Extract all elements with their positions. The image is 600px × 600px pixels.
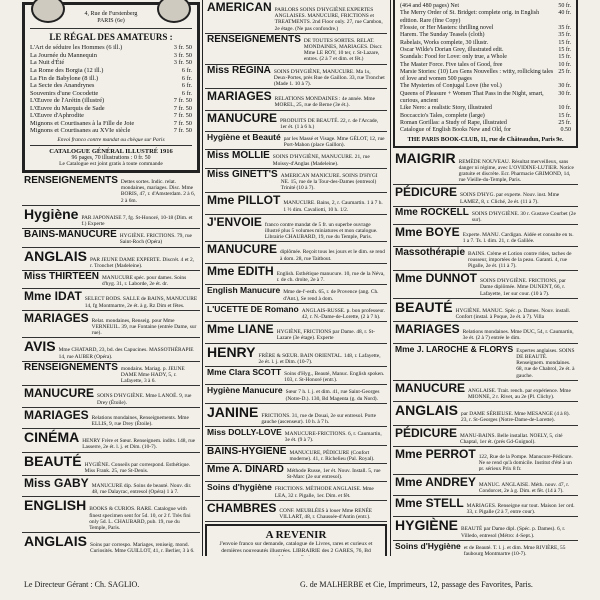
ad-text: HYGIÈNE, FRICTIONS par Dame. 48, r. St-Lazare (3e étage). Experte <box>276 329 375 342</box>
classified-ad <box>205 464 387 482</box>
ad-keyword: L'UCETTE DE Romano <box>207 303 299 314</box>
ad-text: MANUCURE. Bains, 2, r. Caumartin. 1 à 7 h. 1 ½ dim. Cavaliotti, 10 h. 1/2. <box>283 200 383 213</box>
ad-keyword: BEAUTÉ <box>24 452 82 469</box>
classified-ad <box>205 385 387 403</box>
ad-text: SOINS D'HYGIÈNE. FRICTIONS, par Dame diplômée. Mme DUNENT, 66, r. Lafayette, 1er sur cour. (10 à 7). <box>480 278 566 297</box>
book-entry <box>400 62 571 69</box>
classified-ad <box>205 89 387 110</box>
ad-keyword: MANUCURE <box>207 242 277 257</box>
ad-keyword: CINÉMA <box>24 429 80 446</box>
ad-text: Relations mondaines, Renseignements. Mme ELLIS, 9, rue Drey (Étoile). <box>91 414 189 428</box>
book-title: La Secte des Anandrynes <box>30 82 95 90</box>
book-list <box>400 3 571 135</box>
classified-ad <box>22 497 200 533</box>
ad-text: HYGIÈNE. FRICTIONS. 79, rue Saint-Roch (Opéra) <box>119 233 192 246</box>
ad-text: BEAUTÉ par Dame dipl. (Spéc. p. Dames). 6, r. Villedo, entresol (Métro: 4-Sept.). <box>461 526 566 539</box>
ad-keyword: MARIAGES <box>24 407 89 422</box>
book-title: L'Œuvre du Marquis de Sade <box>30 104 105 112</box>
ad-keyword: Mme IDAT <box>24 289 82 304</box>
ad-text: English. Esthétique manucure. 10, rue de la Néva, r. de ch. droite, 2e à 7. <box>276 270 385 284</box>
classified-ad <box>393 402 578 425</box>
classified-ad <box>205 215 387 243</box>
ad-text: par les Massé et Visage. Mme GÉLOT, 12, rue Port-Mahon (place Gaillon). <box>283 136 385 149</box>
book-entry <box>30 67 192 75</box>
divider <box>30 28 192 29</box>
classified-ad <box>205 482 387 500</box>
ad-keyword: Mme A. DINARD <box>207 463 284 475</box>
book-title: Mignons et Courtisanes à la Fille de Joie <box>30 119 135 127</box>
ad-text: Sœur 7 h. l. j. et dim. 41, rue Saint-Georges (Notre-D.). 130, Bd Magenta (g. du Nord). <box>285 389 380 402</box>
ad-text: SOINS D'HYGIÈNE, MANUCURE. Ma 1s, Deux-Portes, près Rue de Gaillon. 33, rue Tronchet (Made 1. 10 à 7). <box>273 68 385 88</box>
bookseller-title: LE RÉGAL DES AMATEURS : <box>49 32 173 43</box>
ad-keyword: Mme PILLOT <box>207 193 281 208</box>
bookclub-footer: THE PARIS BOOK-CLUB, 11, rue de Châteaudun, Paris 9e. <box>407 136 564 143</box>
book-title: Rabelais, Works complete, 30 illustr. <box>400 39 489 46</box>
book-price: 0.50 <box>560 127 571 134</box>
ad-text: FRICTIONS. 31, rue de Douai, 2e sur entresol. Porte gauche (ascenseur). 10 h. à 7 h. <box>261 412 377 425</box>
ad-keyword: AVIS <box>24 338 56 355</box>
ad-keyword: MARIAGES <box>24 310 89 325</box>
book-price: 40 fr. <box>558 10 571 17</box>
ad-text: diplômée. Reçoit tous les jours et le dim. se rend à dom. 28, rue Taitbout. <box>280 249 385 262</box>
ad-text: MANUCURE dip. Soins de beauté. Nouv. dir. 48, rue Dalayrac, entresol (Opéra) 1 à 7. <box>91 483 192 496</box>
ad-text: MANUCURE spéc. pour dames. Soins d'hyg. 31, r. Laborde, 2e ét. dr. <box>102 274 187 288</box>
book-title: Souvenirs d'une Cocodette <box>30 89 99 97</box>
ad-text: PAR JAPONAISE 7, fg. St-Honoré, 10-18 (Dim. et f.) Experte <box>81 214 193 227</box>
bookseller-address-2: PARIS (6e) <box>97 18 125 25</box>
ad-keyword: PÉDICURE <box>395 185 458 200</box>
book-price: 3 fr. 50 <box>173 59 192 67</box>
book-price: 30 fr. <box>558 83 571 90</box>
classified-ad <box>205 169 387 194</box>
ad-keyword: Miss GABY <box>24 476 89 491</box>
classified-ad <box>22 175 200 206</box>
ad-keyword: English Manucure <box>207 285 281 296</box>
classified-ad <box>393 447 578 475</box>
middle-column <box>205 0 387 556</box>
ad-keyword: MARIAGES <box>207 89 272 104</box>
book-title: The Master Force. Five tales of Good, free <box>400 61 503 68</box>
classified-ad <box>205 264 387 285</box>
classified-ad <box>393 150 578 186</box>
book-entry <box>400 105 571 112</box>
book-list <box>30 44 192 135</box>
classified-ad <box>22 386 200 407</box>
divider <box>30 145 192 146</box>
ad-text: ANGLAIS-RUSSE. p. bon professeur. 42, r. N.-Dame-de-Lorette, (2 à 7 h). <box>301 307 386 320</box>
ad-keyword: HYGIÈNE <box>395 517 459 534</box>
book-price: 35 fr. <box>558 32 571 39</box>
ad-text: PARLORS SOINS D'HYGIÈNE EXPERTES ANGLAISES. MANUCURE, FRICTIONS et TREATMENTS. 2nd Floor only. 27, rue Cambon, 2e étage. (Ne pas confondre.) <box>274 7 383 32</box>
classified-ad <box>22 248 200 271</box>
ad-text: PRODUITS DE BEAUTÉ. 22, r. de l'Arcade, 1er ét. (1 à 6 h.) <box>280 117 379 130</box>
ad-text: HENRY Frère et Sœur. Renseignem. indits. 148, rue Lasserre, 2e ét. l. j. et Dim. (10-7). <box>82 438 196 451</box>
classified-ad <box>205 111 387 132</box>
book-price: 7 fr. 50 <box>173 119 192 127</box>
book-price: 15 fr. <box>558 46 571 53</box>
ad-keyword: RENSEIGNEMENTS <box>24 361 118 373</box>
ad-keyword: JANINE <box>207 403 259 420</box>
ad-text: HYGIÈNE. Conseils par correspond. Esthétique. Miss Frank. 25, rue St-Denis. <box>84 461 191 474</box>
classified-ad <box>393 344 578 381</box>
ad-text: Mme de-l'-esth. 65, r. de Provence (ang. Ch. d'Ant.), Se rend à dom. <box>283 289 379 302</box>
ad-keyword: Mme ANDREY <box>395 474 476 489</box>
classified-ad <box>22 271 200 289</box>
classified-ad <box>393 381 578 402</box>
book-title: Marsie Stories: (10) Les Gens Nouvelles : witty, rollicking tales of love and women 500 pages <box>400 68 554 83</box>
classified-ad <box>22 362 200 387</box>
book-price: 3 fr. 50 <box>173 51 192 59</box>
book-title: The Mysteries of Conjugal Love (the vol.) <box>400 83 502 90</box>
book-price: 35 fr. <box>558 24 571 31</box>
ad-text: BOOKS & CURIOS. RARE. Catalogue with finest specimen sent for 5d. 10, or 2 f. Très fini only 5d. L. CHAUBARD, pub. 19, rue du Temple, Paris. <box>89 506 191 532</box>
classified-ad <box>393 322 578 343</box>
classified-ad <box>393 426 578 447</box>
book-title: Boccaccio's Tales, complete (large) <box>400 112 485 119</box>
classified-ad <box>205 344 387 367</box>
ad-text: ANGLAISE. Trait. rench. par expérience. Mme MIONNE, 2 r. Rivet, au 2e (Pl. Clichy). <box>468 387 571 400</box>
book-title: The Merry Order of St. Bridget: complete orig. in English edition. Rare (fine Copy) <box>400 10 540 24</box>
ad-text: Méthode Russe, 1er ét. Nouv. Install. 5, rue St-Marc (2e sur entresol). <box>286 467 381 481</box>
ad-keyword: MAIGRIR <box>395 149 456 166</box>
book-entry <box>30 44 192 52</box>
catalog-title: CATALOGUE GÉNÉRAL ILLUSTRÉ 1916 <box>49 147 173 155</box>
ad-text: MANUCURE, PÉDICURE (Confort moderne). 41, r. Richelieu (Pal. Royal). <box>289 449 375 462</box>
book-entry <box>400 69 571 84</box>
book-price: 30 fr. <box>558 90 571 97</box>
classified-ad <box>205 446 387 464</box>
classified-ad <box>22 476 200 497</box>
ad-keyword: BAINS-MANUCURE <box>24 229 117 241</box>
book-price: 7 fr. 50 <box>173 97 192 105</box>
ad-text: SELECT BODS. SALLE de BAINS, MANUCURE 14, fg Montmartre, 2e ét. à g. Rz Dim et fêtes. <box>84 296 198 309</box>
ad-keyword: RENSEIGNEMENTS <box>24 174 118 186</box>
ad-text: RELATIONS MONDAINES : 4e année. Mme MOREL, 25, rue de Berne (3e ét.). <box>274 96 375 109</box>
book-title: Roman Gorillas: a Study of Rape, illustrated <box>400 120 507 126</box>
ad-text: Relat. mondaines, Renseig. pour Mme VERNEUIL. 39, rue Fontaine (entrée Dame, sur rue). <box>91 317 197 337</box>
book-entry <box>30 90 192 98</box>
classified-ad <box>22 338 200 361</box>
classified-ad <box>22 429 200 452</box>
box-text: J'envoie franco sur demande, catalogue de Livres, rares et curieux et dernières nouveautés illustrées. LIBRAIRIE des 2 GARES, 76, Bd <box>219 541 373 554</box>
column-rule <box>202 0 203 556</box>
box-title: A REVENIR <box>265 529 327 542</box>
classified-ad <box>22 229 200 247</box>
ad-keyword: Mme DUNNOT <box>395 271 478 286</box>
ad-keyword: Soins d'Hygiène <box>395 540 461 551</box>
ad-keyword: MANUCURE <box>24 386 94 401</box>
ad-keyword: CHAMBRES <box>207 500 277 515</box>
classified-ad <box>22 453 200 476</box>
classified-ad <box>393 541 578 556</box>
classified-ad <box>205 304 387 322</box>
ad-text: MANUC. ANGLAISE. Méth. nouv. 47, r. Condorcet, 2e à g. Dim. et fêt. (14 à 7). <box>478 481 570 494</box>
classified-ad <box>205 285 387 303</box>
ad-keyword: ANGLAIS <box>24 247 87 264</box>
book-entry <box>400 32 571 39</box>
classified-ad <box>393 475 578 496</box>
right-bookclub-box <box>393 0 578 148</box>
book-title: La Fin de Babylone (8 ill.) <box>30 74 99 82</box>
ad-keyword: MANUCURE <box>207 110 277 125</box>
ad-keyword: BAINS-HYGIÈNE <box>207 445 287 457</box>
ad-keyword: Mme J. LAROCHE & FLORYS <box>395 343 514 354</box>
book-title: La Nuit d'Été <box>30 59 65 67</box>
bookseller-address-1: 4, Rue de Furstenberg <box>84 11 138 17</box>
catalog-note: Le Catalogue est joint gratis à toute commande <box>59 160 163 167</box>
ad-text: MANU-BAINS. Belle installat. NOELY, 5, cité Chaptal, 1er ét. (prés Gd-Guignol). <box>460 432 563 445</box>
ad-text: Mme CHATARD, 23, bd. des Capucines. MASSOTHÉRAPIE 14, rue AUBER (Opéra). <box>58 347 194 360</box>
book-price: 15 fr. <box>558 39 571 46</box>
ad-keyword: Miss DOLLY-LOVE <box>207 427 282 438</box>
classified-ad <box>205 322 387 343</box>
classified-ad <box>393 517 578 540</box>
ad-text: DE TOUTES SORTES. RELAT. MONDAINES, MARIAGES. Discr. Mme LE ROY, 10 ter, r. St-Lazare, entres. (2 à 7 et dim. et fêt.) <box>303 37 383 63</box>
ad-keyword: Mme PERROT <box>395 446 476 461</box>
ad-keyword: Hygiène <box>24 205 79 222</box>
book-price: 7 fr. 50 <box>173 127 192 135</box>
ad-keyword: ANGLAIS <box>395 402 458 419</box>
book-title: Queens of Pleasure + Women That Pass in the Night, smart, curious, ancient <box>400 90 544 105</box>
order-note: Envoi franco contre mandat ou chèque sur Paris <box>57 136 165 143</box>
book-price: 10 fr. <box>558 61 571 68</box>
ad-text: REMÈDE NOUVEAU. Résultat merveilleux, sans danger ni régime, avec L'OVIDINE-LUTIER. Notice gratuite et discrète. Ecr. Pharmacie GRIMOND, 14, rue Vieille-du-Temple, Paris. <box>458 158 574 184</box>
ad-text: AMERICAN MANICURE. SOINS D'HYGI NE. 15, rue de la Tour-des-Dames (entresol) Trinité (10 à 7). <box>280 172 378 192</box>
footer-director: Le Directeur Gérant : Ch. SAGLIO. <box>24 580 140 589</box>
book-price: 15 fr. <box>558 54 571 61</box>
book-entry <box>30 75 192 83</box>
classified-ad <box>393 225 578 246</box>
left-bookseller-box <box>22 2 200 173</box>
ad-keyword: MARIAGES <box>395 322 460 337</box>
book-entry <box>400 91 571 106</box>
book-title: Harem. The Sunday Teasels (cloth) <box>400 32 485 39</box>
book-title: L'Œuvre de l'Arétin (illustré) <box>30 97 105 105</box>
middle-ads-list <box>205 0 387 522</box>
ad-keyword: ENGLISH <box>24 497 87 514</box>
classified-ad <box>205 242 387 263</box>
ad-text: Dettes sortes. Indic. relat. mondaines, mariages. Disc. Mme BORIS, 47, r. d'Amsterdam. 2 à 6, 2 à 6m. <box>120 178 196 204</box>
ad-text: Experte. MANU. Cardigan. Aidée et consulte en ts. 1 a 7. Ts. l. dim. 21, r. de Galilée. <box>462 232 574 245</box>
book-title: L'Art de séduire les Hommes (6 ill.) <box>30 44 123 52</box>
book-price: 7 fr. 50 <box>173 112 192 120</box>
ad-keyword: Massothérapie <box>395 246 466 258</box>
classified-ad <box>205 193 387 214</box>
ad-keyword: Mme LIANE <box>207 322 274 337</box>
classified-ad <box>205 367 387 385</box>
book-title: Like Nero: a realistic Story, illustrated <box>400 105 492 112</box>
book-price: 10 fr. <box>558 105 571 112</box>
ad-text: par DAME SÉRIEUSE. Mme MESANGE (4 à 8). 23, r. St-Georges (Notre-Dame-de-Lorette). <box>461 411 570 424</box>
book-title: Oscar Wilde's Dorian Grey, illustrated edit. <box>400 46 504 53</box>
ad-text: HYGIÈNE. MANUC. Spéc. p. Dames. Nouv. install. Confort (instal. à Poque, 2e ét. à 7). Villa <box>455 307 571 321</box>
left-ads-list <box>22 175 200 556</box>
ad-text: SOINS D'HYGIÈNE, MANUCURE. 21, rue Moissy-d'Anglas (Madeleine). <box>272 154 370 167</box>
ad-text: PAR JEUNE DAME EXPERTE. Discrét. 4 et 2, r. Tronchet (Madeleine). <box>90 256 194 269</box>
book-entry <box>30 105 192 113</box>
book-price: 25 fr. <box>558 120 571 126</box>
ad-text: FRICTIONS. MÉTHODE ANGLAISE. Mme LEA, 32 r. Pigalle, 1er. Dim. et fêt. <box>274 486 374 499</box>
book-price: 6 fr. <box>181 89 192 97</box>
book-entry <box>30 82 192 90</box>
book-price: 6 fr. <box>181 74 192 82</box>
classified-ad <box>205 501 387 522</box>
book-price: 25 fr. <box>558 68 571 75</box>
ad-text: Expertes anglaises. SOINS DE BEAUTÉ. Renseignem. mondaines. 68, rue de Chabrol, 2e ét. à gauche. <box>516 347 575 379</box>
classified-ad <box>22 206 200 229</box>
book-entry <box>400 113 571 120</box>
book-entry <box>400 54 571 61</box>
classified-ad <box>393 207 578 225</box>
book-title: L'Œuvre d'Aphrodite <box>30 112 84 120</box>
ad-keyword: Mme BOYE <box>395 225 460 240</box>
book-title: La Rome des Borgia (12 ill.) <box>30 67 104 75</box>
book-entry <box>30 120 192 128</box>
ad-text: mondains. Mariag. p. JEUNE DAME Mme HADY, 5, r. Lafayette, 3 à 6. <box>120 365 185 385</box>
classified-ad <box>393 299 578 322</box>
book-entry <box>400 83 571 90</box>
classified-ad <box>393 185 578 206</box>
book-entry <box>30 112 192 120</box>
ad-keyword: Miss MOLLIE <box>207 150 270 162</box>
ad-keyword: Miss THIRTEEN <box>24 270 100 282</box>
book-title: Scandals: Food for Love: only true, a Whole <box>400 54 507 61</box>
ad-text: et de Beauté. T. l. j. et dim. Mme RIVIÈRE, 55 faubourg Montmartre (10-7). <box>463 544 566 556</box>
column-rule <box>390 0 391 556</box>
ad-keyword: RENSEIGNEMENTS <box>207 33 301 45</box>
ad-keyword: PÉDICURE <box>395 425 458 440</box>
right-ads-list <box>393 150 578 556</box>
ad-text: SOINS D'HYGIÈNE. Mme LANOÉ. 9, rue Drey (Étoile). <box>97 393 192 406</box>
book-entry <box>30 59 192 67</box>
ad-keyword: Mme EDITH <box>207 263 274 278</box>
book-price: 6 fr. <box>181 82 192 90</box>
book-title: Flossie, or Her Masters: thrilling novel <box>400 24 494 31</box>
book-price: 15 fr. <box>558 112 571 119</box>
ad-keyword: MANUCURE <box>395 380 465 395</box>
book-price: 50 fr. <box>558 3 571 9</box>
ad-keyword: AMERICAN <box>207 0 272 14</box>
ad-keyword: Mme ROCKELL <box>395 206 469 218</box>
ad-text: 122, Rue de la Pompe. Manucure-Pédicure. Ne se rend qu'à domicile. Institut d'été à un pr. sérieux Prix 8 fr. <box>478 453 573 473</box>
classified-ad <box>393 247 578 272</box>
ad-text: Relations mondaines. Mme DUC, 54, r. Caumartin, 3e ét. (2 à 7) entrée le dim. <box>462 329 574 342</box>
classified-ad <box>22 533 200 556</box>
ad-text: Soins par correspo. Mariages, reniseig. mond. Curiosités. Mme GUILLOT, 41, r. Berlier, 3 à 6. <box>90 542 195 555</box>
left-column <box>22 0 200 556</box>
classified-ad <box>205 34 387 65</box>
ad-keyword: Hygiène Manucure <box>207 385 283 396</box>
book-price: 6 fr. <box>181 67 192 75</box>
book-price: 7 fr. 50 <box>173 104 192 112</box>
classified-ad <box>205 150 387 168</box>
ad-keyword: Soins d'hygiène <box>207 482 272 493</box>
ad-keyword: Mme Clara SCOTT <box>207 366 282 377</box>
book-entry <box>30 127 192 135</box>
ad-keyword: ANGLAIS <box>24 533 87 550</box>
ad-text: SOINS D'HYGIÈNE. 30 r. Gustave Courbet (2e sur). <box>471 210 576 224</box>
book-entry <box>400 40 571 47</box>
classified-ad <box>22 311 200 339</box>
right-column <box>393 0 578 556</box>
ad-keyword: Miss RÉGINA <box>207 64 271 76</box>
ad-text: BAINS. Crème et Lotion contre rides, taches de rousseur, importées de la peau. Garanti. 4, rue Pigalle, 2e ét. (11 à 7). <box>468 250 572 270</box>
classified-ad <box>205 404 387 427</box>
classified-ad <box>393 271 578 299</box>
ad-keyword: Hygiène et Beauté <box>207 132 281 143</box>
book-price: 3 fr. 50 <box>173 44 192 52</box>
classified-ad <box>22 408 200 429</box>
ad-text: Soins d'Hyg., Beauté, Manuc. English spoken. 103, r. St-Honoré (entr.). <box>284 370 385 384</box>
ad-keyword: J'ENVOIE <box>207 214 262 229</box>
book-entry <box>400 127 571 134</box>
ad-keyword: BEAUTÉ <box>395 298 453 315</box>
book-title: La Journée du Mannequin <box>30 51 97 59</box>
classified-ad <box>22 289 200 310</box>
ad-text: franco contre mandat de 5 fr. un superbe ouvrage illustré plus 5 volumes miniatures et mon catalogue. Librairie CHAUBARD, 19, rue du Temple, Paris. <box>264 221 378 241</box>
book-entry <box>30 97 192 105</box>
book-entry <box>400 10 571 25</box>
ad-keyword: HENRY <box>207 343 256 360</box>
classified-ad <box>205 0 387 34</box>
ad-text: CONF. MEUBLÉES à louer Mme RENÉE VILLART, 48, r. Chaussée-d'Antin (entr.). <box>279 507 373 520</box>
classified-ad <box>205 132 387 150</box>
ad-text: SOINS D'HYG. par experte. Nouv. inst. Mme LAMEZ, 8, r. Cliché, 2e ét. (11 à 7). <box>460 192 560 205</box>
page-footer <box>0 572 600 592</box>
catalog-subtitle: 96 pages, 70 illustrations : 0 fr. 50 <box>71 154 151 161</box>
classified-ad <box>393 496 578 517</box>
classified-ad <box>205 65 387 90</box>
ad-keyword: Miss GINETT'S <box>207 168 278 180</box>
ad-keyword: Mme STELL <box>395 495 464 510</box>
book-title: (464 and 480 pages) Net <box>400 3 459 9</box>
ad-text: MARIAGES. Renseigne sur tout. Maison 1er ord. 33, r. Pigalle (2 à 7, entre cour). <box>466 502 575 516</box>
middle-bottom-box <box>205 524 387 556</box>
classified-ad <box>205 427 387 445</box>
ad-text: MANUCURE-FRICTIONS. 6, r. Caumartin, 3e ét. (9 à 7). <box>284 431 382 444</box>
book-title: Catalogue of English Books New and Old, for <box>400 127 511 134</box>
ad-text: FRÈRE & SŒUR. BAIN ORIENTAL. 148, r. Lafayette, 2e ét. l. j. et Dim. (10-7). <box>258 352 381 365</box>
footer-printer: G. de MALHERBE et Cie, Imprimeurs, 12, passage des Favorites, Paris. <box>300 580 533 589</box>
book-title: Mignons et Courtisanes au XVIe siècle <box>30 127 131 135</box>
